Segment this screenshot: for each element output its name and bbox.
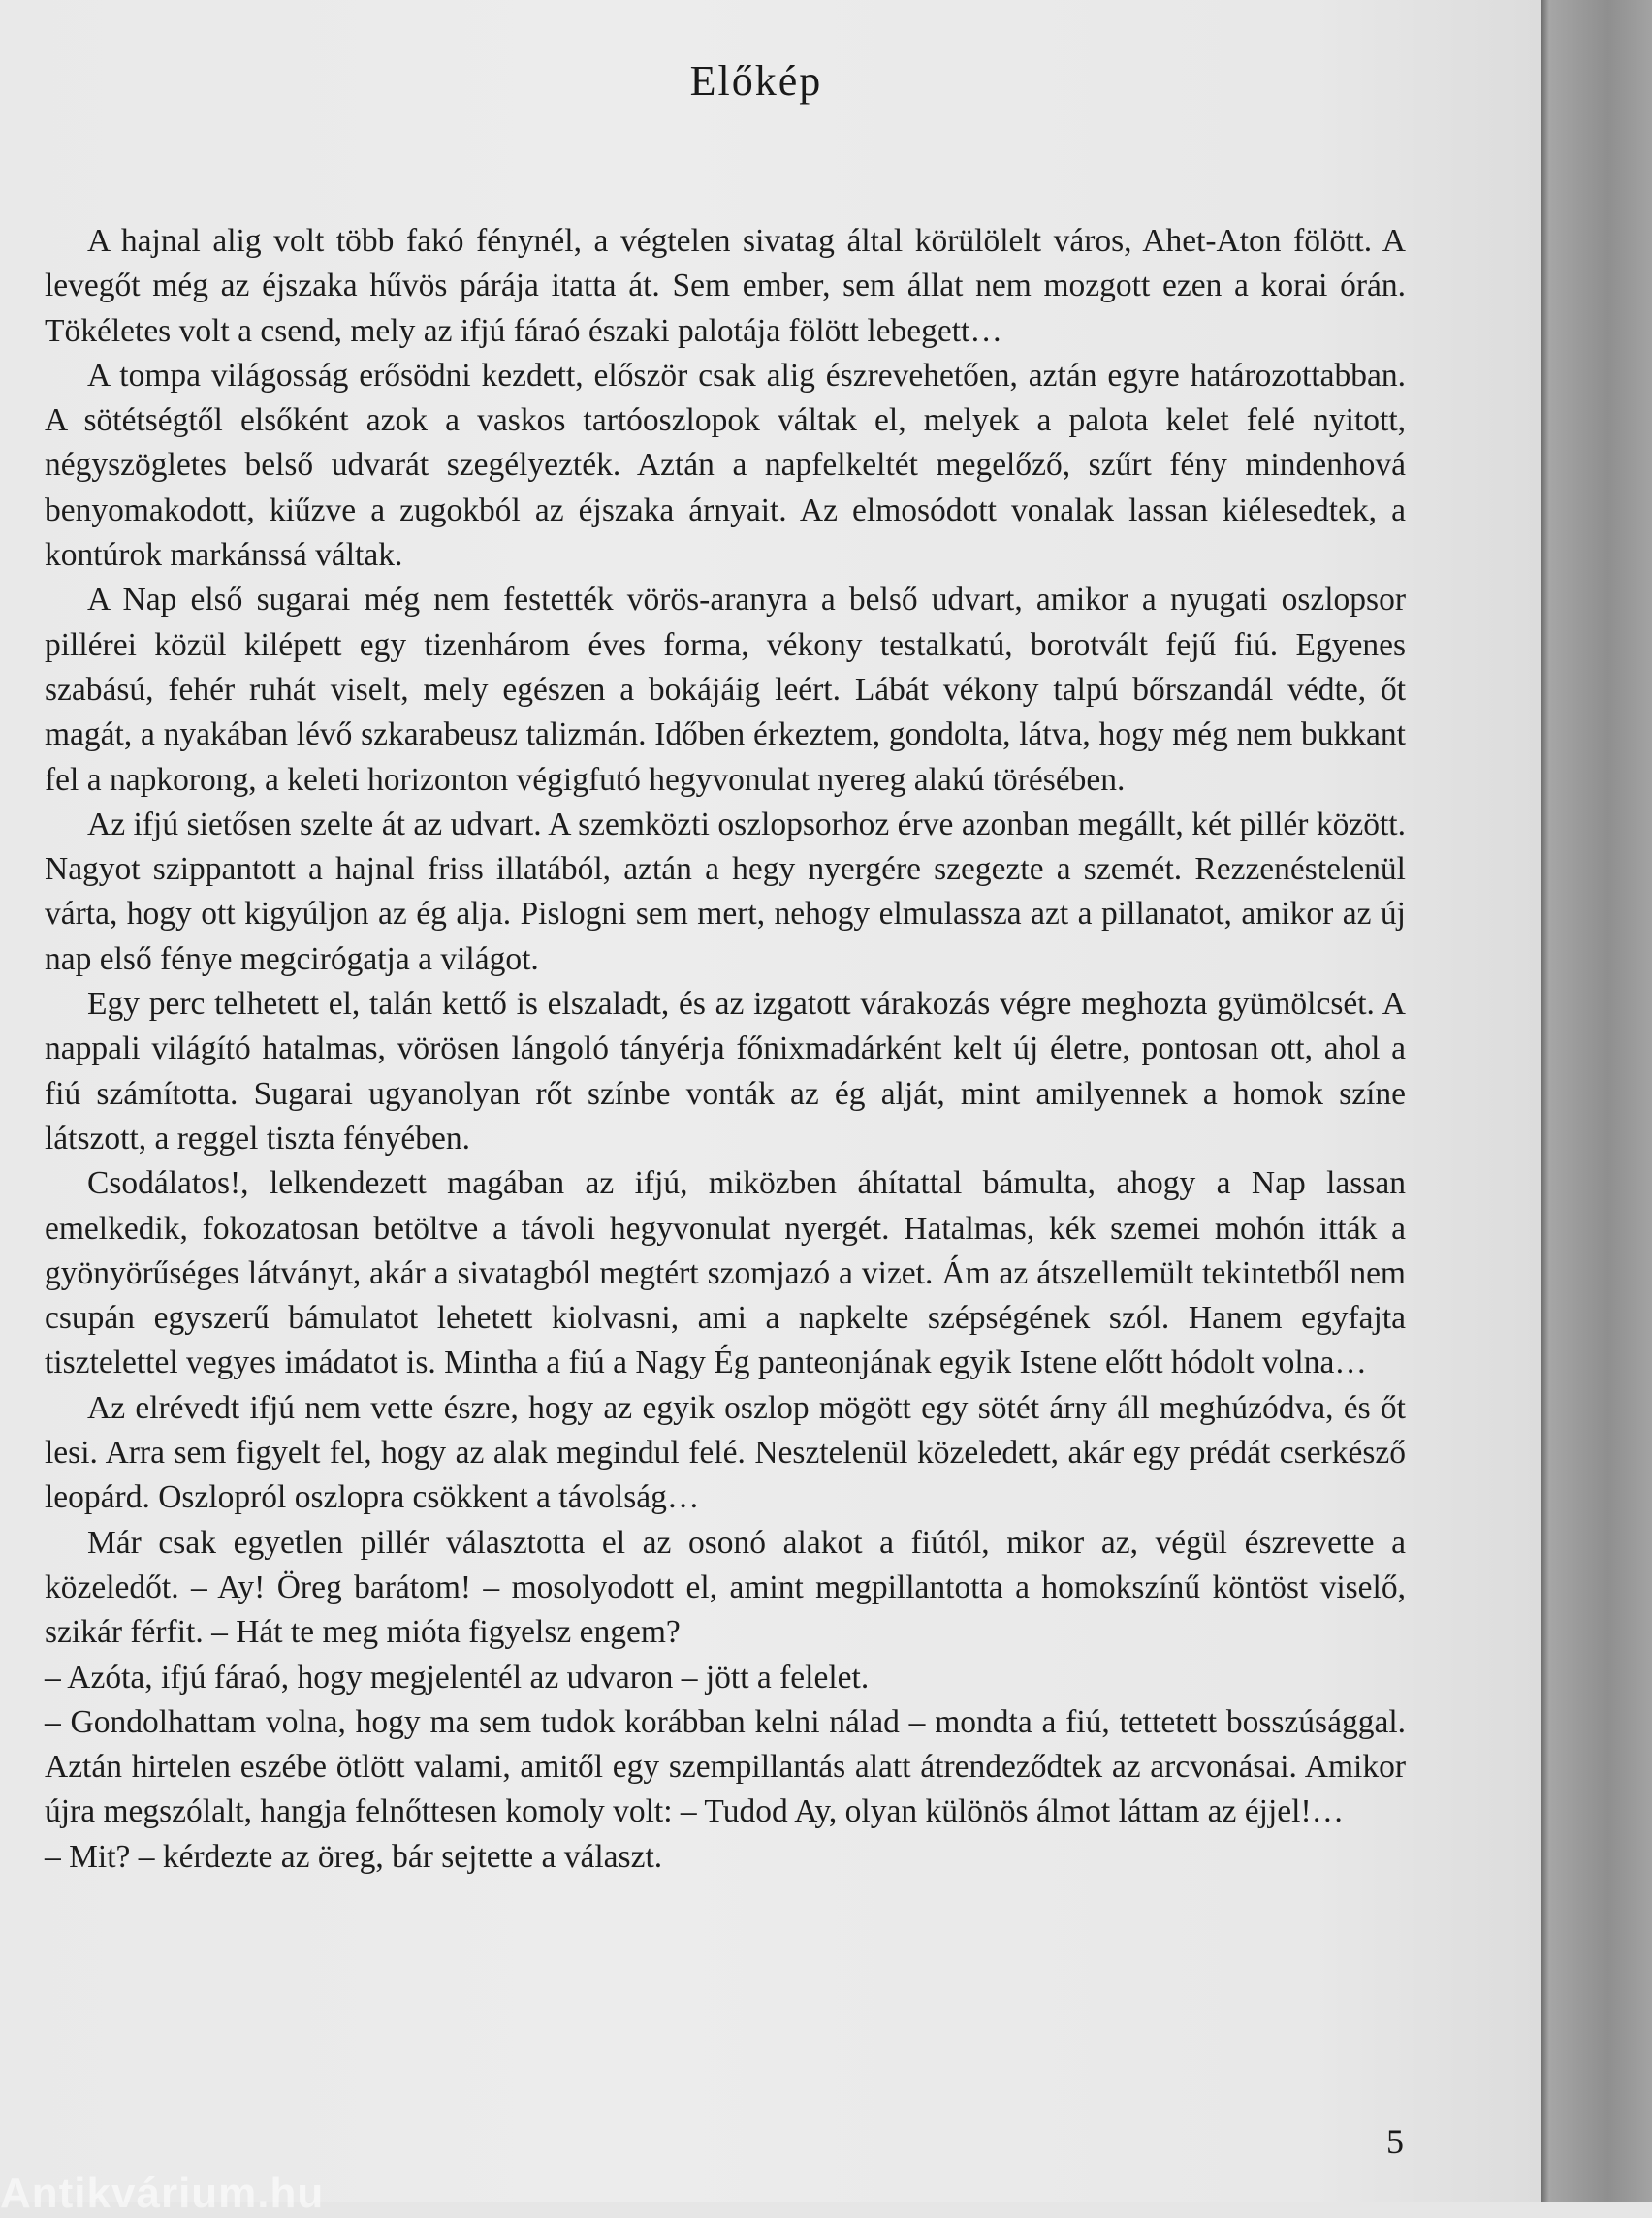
paragraph: A tompa világosság erősödni kezdett, először csak alig észrevehetően, aztán egyre határozottabban. A sötétségtől elsőként azok a vaskos tartóoszlopok váltak el, melyek a palota kelet felé nyitott, négyszögletes belső udvarát szegélyezték. Aztán a napfelkeltét megelőző, szűrt fény mindenhová benyomakodott, kiűzve a zugokból az éjszaka árnyait. Az elmosódott vonalak lassan kiélesedtek, a kontúrok markánssá váltak. — [45, 357, 1406, 574]
book-binding-edge — [1541, 0, 1652, 2202]
dialog-line: – Azóta, ifjú fáraó, hogy megjelentél az udvaron – jött a felelet. — [45, 1659, 870, 1695]
paragraph: A hajnal alig volt több fakó fénynél, a végtelen sivatag által körülölelt város, Ahet-Aton fölött. A levegőt még az éjszaka hűvös párája itatta át. Sem ember, sem állat nem mozgott ezen a korai órán. Tökéletes volt a csend, mely az ifjú fáraó északi palotája fölött lebegett… — [45, 223, 1406, 349]
paragraph: A Nap első sugarai még nem festették vörös-aranyra a belső udvart, amikor a nyugati oszlopsor pillérei közül kilépett egy tizenhárom éves forma, vékony testalkatú, borotvált fejű fiú. Egyenes szabású, fehér ruhát viselt, mely egészen a bokájáig leért. Lábát vékony talpú bőrszandál védte, őt magát, a nyakában lévő szkarabeusz talizmán. Időben érkeztem, gondolta, látva, hogy még nem bukkant fel a napkorong, a keleti horizonton végigfutó hegyvonulat nyereg alakú törésében. — [45, 582, 1406, 798]
paragraph: Az ifjú sietősen szelte át az udvart. A szemközti oszlopsorhoz érve azonban megállt, két pillér között. Nagyot szippantott a hajnal friss illatából, aztán a hegy nyergére szegezte a szemét. Rezzenéstelenül várta, hogy ott kigyúljon az ég alja. Pislogni sem mert, nehogy elmulassza azt a pillanatot, amikor az új nap első fénye megcirógatja a világot. — [45, 806, 1406, 977]
page-number: 5 — [1386, 2122, 1404, 2161]
paragraph: Csodálatos!, lelkendezett magában az ifjú, miközben áhítattal bámulta, ahogy a Nap lassan emelkedik, fokozatosan betöltve a távoli hegyvonulat nyergét. Hatalmas, kék szemei mohón itták a gyönyörűséges látványt, akár a sivatagból megtért szomjazó a vizet. Ám az átszellemült tekintetből nem csupán egyszerű bámulatot lehetett kiolvasni, ami a napkelte szépségének szól. Hanem egyfajta tisztelettel vegyes imádatot is. Mintha a fiú a Nagy Ég panteonjának egyik Istene előtt hódolt volna… — [45, 1165, 1406, 1381]
paragraph: Már csak egyetlen pillér választotta el az osonó alakot a fiútól, mikor az, végül észrevette a közeledőt. – Ay! Öreg barátom! – mosolyodott el, amint megpillantotta a homokszínű köntöst viselő, szikár férfit. – Hát te meg mióta figyelsz engem? — [45, 1524, 1406, 1651]
dialog-line: – Gondolhattam volna, hogy ma sem tudok korábban kelni nálad – mondta a fiú, tettetett bosszúsággal. Aztán hirtelen eszébe ötlött valami, amitől egy szempillantás alatt átrendeződtek az arcvonásai. Amikor újra megszólalt, hangja felnőttesen komoly volt: – Tudod Ay, olyan különös álmot láttam az éjjel!… — [45, 1703, 1406, 1830]
dialog-line: – Mit? – kérdezte az öreg, bár sejtette a választ. — [45, 1838, 663, 1875]
watermark: Antikvárium.hu — [0, 2170, 325, 2217]
paragraph: Az elrévedt ifjú nem vette észre, hogy az egyik oszlop mögött egy sötét árny áll meghúzódva, és őt lesi. Arra sem figyelt fel, hogy az alak megindul felé. Nesztelenül közeledett, akár egy prédát cserkésző leopárd. Oszlopról oszlopra csökkent a távolság… — [45, 1389, 1406, 1516]
chapter-title: Előkép — [689, 57, 823, 105]
paragraph: Egy perc telhetett el, talán kettő is elszaladt, és az izgatott várakozás végre meghozta gyümölcsét. A nappali világító hatalmas, vörösen lángoló tányérja főnixmadárként kelt új életre, pontosan ott, ahol a fiú számította. Sugarai ugyanolyan rőt színbe vonták az ég alját, mint amilyennek a homok színe látszott, a reggel tiszta fényében. — [45, 986, 1406, 1157]
body-text — [45, 219, 1406, 1880]
